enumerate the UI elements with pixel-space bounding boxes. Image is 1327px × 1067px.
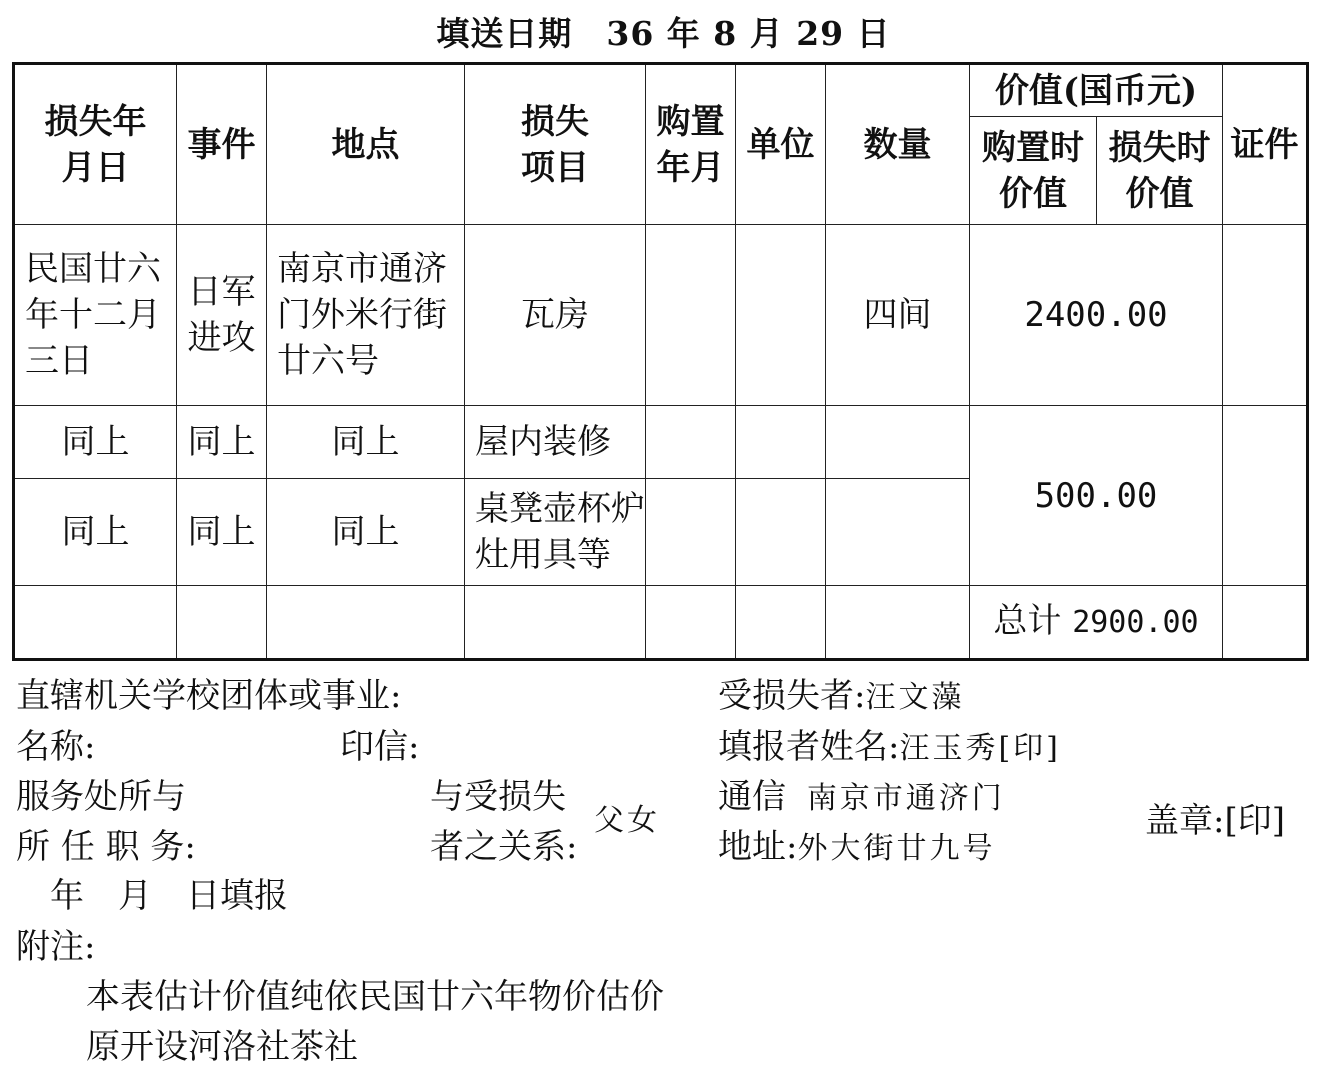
note-line-2: 原开设河洛社茶社 <box>86 1027 358 1067</box>
total-empty-1 <box>14 586 177 660</box>
reporter-label: 填报者姓名: <box>718 727 900 767</box>
row1-loss-date: 民国廿六 年十二月 三日 <box>14 225 177 406</box>
row3-loss-date: 同上 <box>14 479 177 586</box>
address-line-2 <box>718 827 995 869</box>
row2-loss-date: 同上 <box>14 406 177 479</box>
office-label-1: 服务处所与 <box>16 777 186 817</box>
row3-unit <box>736 479 826 586</box>
note-line-1: 本表估计价值纯依民国廿六年物价估价 <box>86 977 664 1017</box>
header-row <box>14 64 1308 117</box>
row1-quantity: 四间 <box>826 225 970 406</box>
victim-value: 汪文藻 <box>865 680 965 715</box>
address-line-1 <box>718 777 1005 819</box>
row3-quantity <box>826 479 970 586</box>
report-date-title: 填送日期 36 年 8 月 29 日 <box>436 14 891 53</box>
row3-event: 同上 <box>177 479 267 586</box>
row2-purchase-date <box>646 406 736 479</box>
row3-purchase-date <box>646 479 736 586</box>
row1-certificate <box>1223 225 1308 406</box>
reporter-value: 汪玉秀[印] <box>899 731 1061 766</box>
address-value-2: 外大街廿九号 <box>797 831 996 866</box>
total-label: 总计 <box>993 601 1062 641</box>
header-value-at-purchase: 购置时 价值 <box>970 117 1097 225</box>
header-quantity: 数量 <box>826 64 970 225</box>
rows2-3-value: 500.00 <box>970 406 1223 586</box>
victim-field <box>718 676 964 718</box>
total-certificate <box>1223 586 1308 660</box>
header-event: 事件 <box>177 64 267 225</box>
victim-label: 受损失者: <box>718 676 866 716</box>
total-empty-4 <box>465 586 646 660</box>
total-row <box>14 586 1308 660</box>
row1-event: 日军 进攻 <box>177 225 267 406</box>
header-unit: 单位 <box>736 64 826 225</box>
row2-event: 同上 <box>177 406 267 479</box>
total-empty-5 <box>646 586 736 660</box>
row1-purchase-date <box>646 225 736 406</box>
row2-item: 屋内装修 <box>465 406 646 479</box>
address-label-2: 地址: <box>718 827 798 867</box>
row1-location: 南京市通济 门外米行街 廿六号 <box>267 225 465 406</box>
header-purchase-date: 购置 年月 <box>646 64 736 225</box>
relation-label-2: 者之关系: <box>430 827 578 867</box>
total-empty-7 <box>826 586 970 660</box>
row2-location: 同上 <box>267 406 465 479</box>
row2-unit <box>736 406 826 479</box>
rows2-3-certificate <box>1223 406 1308 586</box>
row1-value: 2400.00 <box>970 225 1223 406</box>
loss-table <box>12 62 1309 661</box>
header-value-group: 价值(国币元) <box>970 64 1223 117</box>
header-location: 地点 <box>267 64 465 225</box>
address-label-1: 通信 <box>718 777 786 817</box>
stamp-label: 盖章:[印] <box>1145 801 1285 841</box>
table-row <box>14 225 1308 406</box>
notes-label: 附注: <box>16 927 96 967</box>
address-value-1: 南京市通济门 <box>806 781 1005 816</box>
reporter-field <box>718 727 1061 769</box>
org-label: 直辖机关学校团体或事业: <box>16 676 402 716</box>
header-loss-date: 损失年 月日 <box>14 64 177 225</box>
row1-unit <box>736 225 826 406</box>
total-empty-2 <box>177 586 267 660</box>
name-label: 名称: <box>16 727 96 767</box>
header-certificate: 证件 <box>1223 64 1308 225</box>
header-loss-item: 损失 项目 <box>465 64 646 225</box>
date-fill: 年 月 日填报 <box>50 876 288 916</box>
relation-label-1: 与受损失 <box>430 777 566 817</box>
total-cell <box>970 586 1223 660</box>
office-label-2: 所 任 职 务: <box>16 827 196 867</box>
table-row <box>14 406 1308 479</box>
row3-location: 同上 <box>267 479 465 586</box>
relation-value: 父女 <box>594 803 660 838</box>
total-value: 2900.00 <box>1072 605 1199 640</box>
row3-item: 桌凳壶杯炉 灶用具等 <box>465 479 646 586</box>
row2-quantity <box>826 406 970 479</box>
header-value-at-loss: 损失时 价值 <box>1097 117 1223 225</box>
row1-item: 瓦房 <box>465 225 646 406</box>
seal-label: 印信: <box>340 727 420 767</box>
total-empty-3 <box>267 586 465 660</box>
total-empty-6 <box>736 586 826 660</box>
